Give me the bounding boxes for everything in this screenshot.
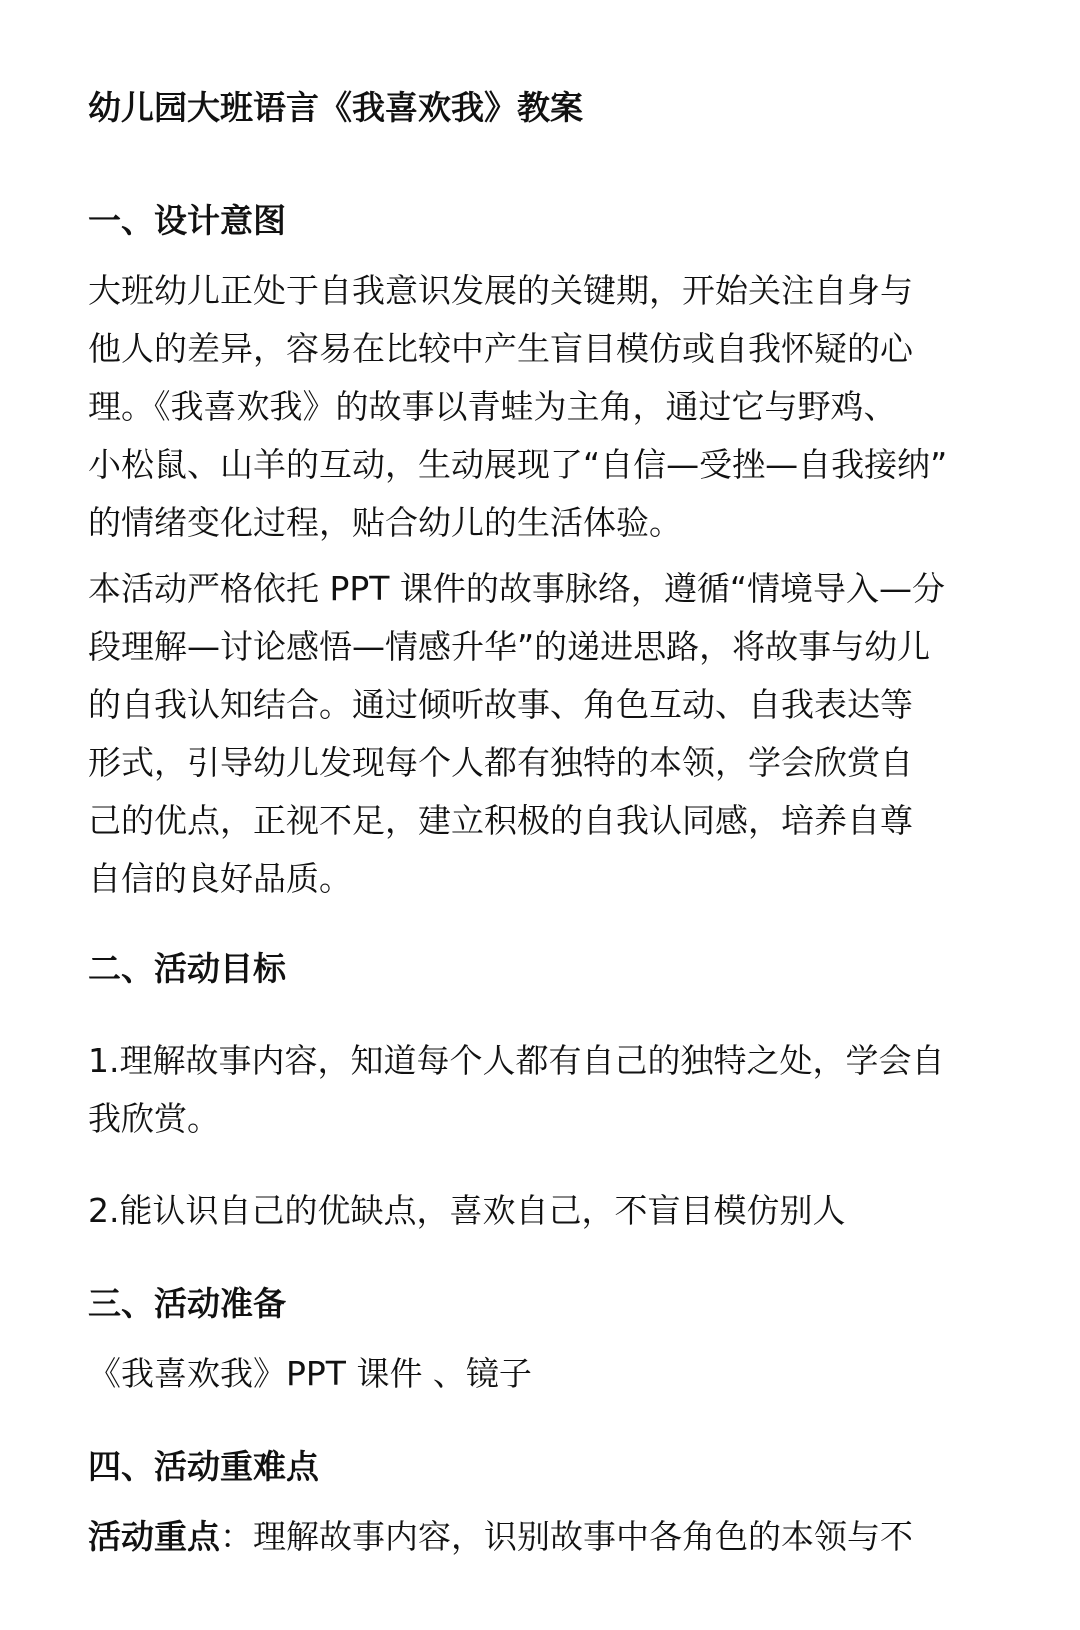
preparation-content bbox=[88, 1345, 1008, 1403]
text-line: 的自我认知结合。通过倾听故事、角色互动、自我表达等 bbox=[88, 685, 913, 724]
text-line: 我欣赏。 bbox=[88, 1099, 220, 1138]
text-line: 1.理解故事内容，知道每个人都有自己的独特之处，学会自 bbox=[88, 1041, 945, 1080]
text-line: 本活动严格依托 PPT 课件的故事脉络，遵循“情境导入—分 bbox=[88, 569, 946, 608]
section-heading-activity-preparation: 三、活动准备 bbox=[88, 1284, 286, 1323]
text-line: 形式，引导幼儿发现每个人都有独特的本领，学会欣赏自 bbox=[88, 743, 913, 782]
text-line: 大班幼儿正处于自我意识发展的关键期，开始关注自身与 bbox=[88, 271, 913, 310]
text-line: 2.能认识自己的优缺点，喜欢自己，不盲目模仿别人 bbox=[88, 1191, 846, 1230]
text-line: 小松鼠、山羊的互动，生动展现了“自信—受挫—自我接纳” bbox=[88, 445, 948, 484]
key-point-label: 活动重点 bbox=[88, 1517, 220, 1556]
key-point-paragraph bbox=[88, 1508, 1008, 1566]
key-point-text: ：理解故事内容，识别故事中各角色的本领与不 bbox=[220, 1517, 913, 1556]
text-line bbox=[88, 1508, 1008, 1566]
goal-item-2 bbox=[88, 1182, 1008, 1240]
text-line: 的情绪变化过程，贴合幼儿的生活体验。 bbox=[88, 503, 682, 542]
text-line: 己的优点，正视不足，建立积极的自我认同感，培养自尊 bbox=[88, 801, 913, 840]
text-line: 《我喜欢我》PPT 课件 、镜子 bbox=[88, 1354, 532, 1393]
section-heading-activity-goals: 二、活动目标 bbox=[88, 949, 286, 988]
design-intent-paragraph-1 bbox=[88, 262, 1008, 552]
text-line: 自信的良好品质。 bbox=[88, 859, 352, 898]
text-line: 理。《我喜欢我》的故事以青蛙为主角，通过它与野鸡、 bbox=[88, 387, 897, 426]
section-heading-design-intent: 一、设计意图 bbox=[88, 201, 286, 240]
section-heading-key-difficulties: 四、活动重难点 bbox=[88, 1447, 319, 1486]
document-title: 幼儿园大班语言《我喜欢我》教案 bbox=[88, 88, 583, 127]
text-line: 他人的差异，容易在比较中产生盲目模仿或自我怀疑的心 bbox=[88, 329, 913, 368]
design-intent-paragraph-2 bbox=[88, 560, 1008, 908]
goal-item-1 bbox=[88, 1032, 1008, 1148]
text-line: 段理解—讨论感悟—情感升华”的递进思路，将故事与幼儿 bbox=[88, 627, 931, 666]
